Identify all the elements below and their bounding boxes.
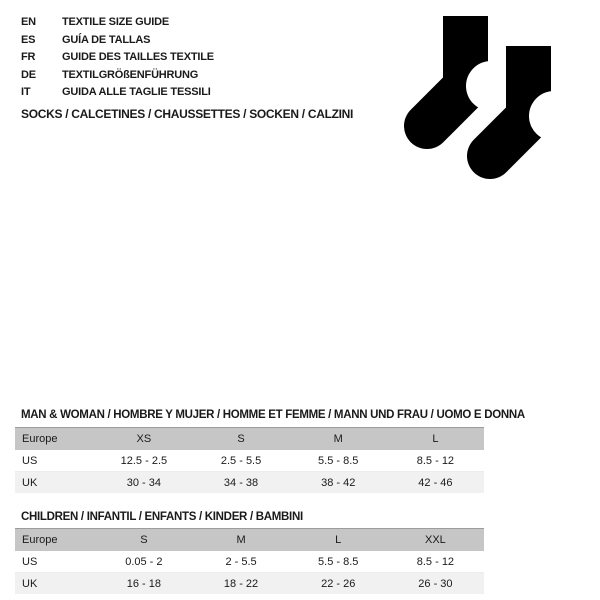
column-header-size: L — [387, 428, 484, 451]
size-value: 2 - 5.5 — [192, 551, 289, 573]
size-value: 5.5 - 8.5 — [290, 450, 387, 472]
region-label: US — [15, 551, 95, 573]
language-label: GUÍA DE TALLAS — [62, 33, 151, 46]
column-header-size: M — [192, 529, 289, 552]
column-header-size: S — [192, 428, 289, 451]
column-header-size: L — [290, 529, 387, 552]
language-code: ES — [21, 33, 36, 46]
table-row — [15, 551, 484, 573]
product-line-title: SOCKS / CALCETINES / CHAUSSETTES / SOCKEN / CALZINI — [21, 107, 354, 121]
table-row — [15, 472, 484, 494]
language-label: GUIDA ALLE TAGLIE TESSILI — [62, 86, 211, 98]
size-value: 38 - 42 — [290, 472, 387, 494]
language-row — [21, 49, 214, 67]
children-table-title: CHILDREN / INFANTIL / ENFANTS / KINDER / BAMBINI — [21, 511, 303, 523]
adult-size-table — [15, 427, 484, 493]
language-label: GUIDE DES TAILLES TEXTILE — [62, 51, 214, 63]
region-label: UK — [15, 472, 95, 494]
language-code: DE — [21, 68, 36, 81]
size-value: 2.5 - 5.5 — [192, 450, 289, 472]
size-value: 18 - 22 — [192, 573, 289, 595]
language-label: TEXTILGRÖßENFÜHRUNG — [62, 68, 199, 81]
table-header-row — [15, 529, 484, 552]
size-value: 5.5 - 8.5 — [290, 551, 387, 573]
size-value: 26 - 30 — [387, 573, 484, 595]
column-header-size: S — [95, 529, 192, 552]
sock-front-heel-cutout — [529, 91, 579, 141]
table-row — [15, 573, 484, 595]
table-row — [15, 450, 484, 472]
language-code: EN — [21, 16, 36, 28]
column-header-region: Europe — [15, 529, 95, 552]
size-value: 8.5 - 12 — [387, 551, 484, 573]
size-value: 8.5 - 12 — [387, 450, 484, 472]
adult-table-title: MAN & WOMAN / HOMBRE Y MUJER / HOMME ET FEMME / MANN UND FRAU / UOMO E DONNA — [21, 409, 525, 421]
language-list — [21, 14, 214, 102]
size-value: 34 - 38 — [192, 472, 289, 494]
table-header-row — [15, 428, 484, 451]
language-row — [21, 32, 214, 50]
column-header-size: XS — [95, 428, 192, 451]
size-value: 22 - 26 — [290, 573, 387, 595]
size-value: 30 - 34 — [95, 472, 192, 494]
language-row — [21, 84, 214, 102]
column-header-size: XXL — [387, 529, 484, 552]
column-header-region: Europe — [15, 428, 95, 451]
column-header-size: M — [290, 428, 387, 451]
size-value: 12.5 - 2.5 — [95, 450, 192, 472]
language-row — [21, 67, 214, 85]
language-code: FR — [21, 51, 36, 63]
region-label: UK — [15, 573, 95, 595]
children-size-table — [15, 528, 484, 594]
size-value: 0.05 - 2 — [95, 551, 192, 573]
language-row — [21, 14, 214, 32]
language-code: IT — [21, 86, 31, 98]
size-value: 42 - 46 — [387, 472, 484, 494]
region-label: US — [15, 450, 95, 472]
language-label: TEXTILE SIZE GUIDE — [62, 16, 170, 28]
size-value: 16 - 18 — [95, 573, 192, 595]
socks-icon — [401, 10, 581, 182]
